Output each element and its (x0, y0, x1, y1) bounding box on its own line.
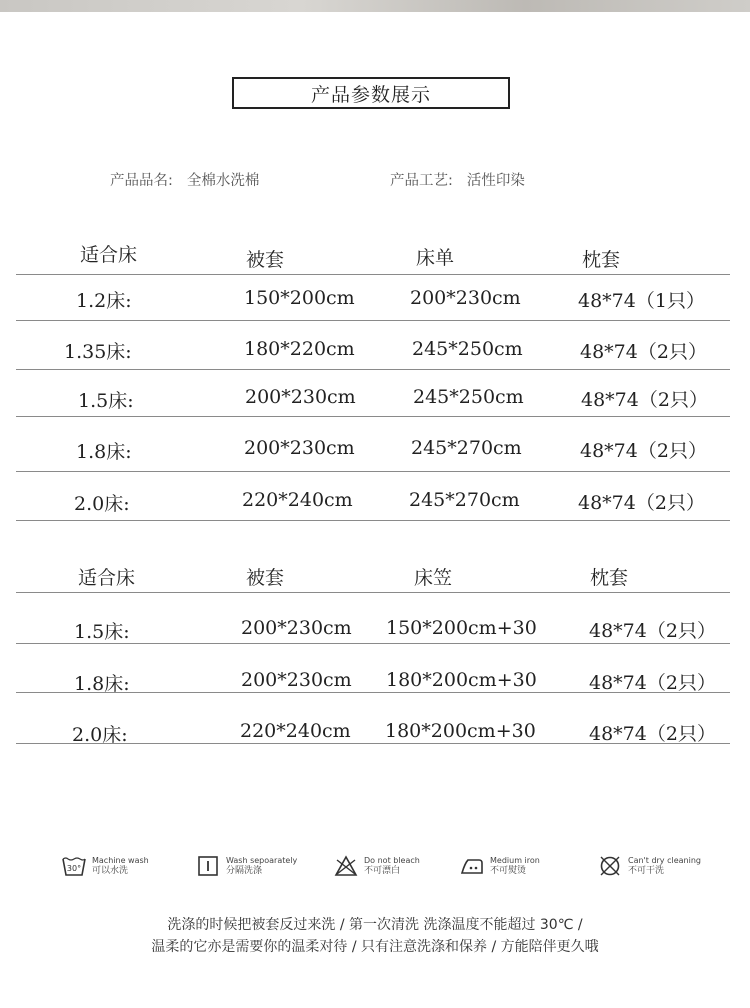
table1-header-sheet: 床单 (416, 247, 455, 269)
table1-row2-bed: 1.35床: (64, 341, 132, 363)
table2-row2-pillowcase: 48*74（2只） (589, 672, 716, 694)
table1-row1-pillowcase: 48*74（1只） (578, 290, 705, 312)
care-no-dry-clean-cn: 不可干洗 (628, 866, 665, 876)
table1-row1-duvet: 150*200cm (244, 287, 355, 309)
table2-row2-duvet: 200*230cm (241, 669, 352, 691)
top-photo-strip (0, 0, 750, 12)
footer-note-line2: 温柔的它亦是需要你的温柔对待 / 只有注意洗涤和保养 / 方能陪伴更久哦 (151, 939, 599, 955)
table1-divider (16, 416, 730, 417)
care-wash-separately-en: Wash sepoarately (226, 856, 298, 865)
page-title: 产品参数展示 (232, 77, 510, 109)
table2-row3-duvet: 220*240cm (240, 720, 351, 742)
table1-row3-sheet: 245*250cm (413, 386, 524, 408)
product-process-value: 活性印染 (466, 173, 525, 189)
table1-row4-sheet: 245*270cm (411, 437, 522, 459)
table1-divider (16, 320, 730, 321)
care-wash-separately (196, 854, 297, 878)
table2-row2-fitted-sheet: 180*200cm+30 (386, 669, 537, 691)
care-medium-iron (460, 854, 540, 878)
table1-row1-bed: 1.2床: (76, 290, 132, 312)
table1-header-pillowcase: 枕套 (582, 249, 621, 271)
table2-row1-duvet: 200*230cm (241, 617, 352, 639)
table2-header-duvet: 被套 (246, 567, 285, 589)
table1-row3-pillowcase: 48*74（2只） (581, 389, 708, 411)
table1-row1-sheet: 200*230cm (410, 287, 521, 309)
table2-divider (16, 592, 730, 593)
table2-header-fitted-sheet: 床笠 (414, 567, 453, 589)
table1-row4-pillowcase: 48*74（2只） (580, 440, 707, 462)
product-name-value: 全棉水洗棉 (186, 173, 260, 189)
machine-wash-30-icon (62, 854, 86, 878)
product-name-info (110, 169, 259, 190)
table1-row5-pillowcase: 48*74（2只） (578, 492, 705, 514)
table1-divider (16, 274, 730, 275)
care-machine-wash-en: Machine wash (92, 856, 149, 865)
table1-row5-sheet: 245*270cm (409, 489, 520, 511)
table1-row3-duvet: 200*230cm (245, 386, 356, 408)
table1-header-duvet: 被套 (246, 249, 285, 271)
do-not-bleach-icon (334, 854, 358, 878)
care-no-bleach-en: Do not bleach (364, 856, 420, 865)
product-process-info (390, 169, 525, 190)
medium-iron-icon (460, 854, 484, 878)
table1-header-bed: 适合床 (80, 244, 138, 266)
table2-row1-bed: 1.5床: (74, 621, 130, 643)
table1-divider (16, 471, 730, 472)
care-no-dry-clean (598, 854, 701, 878)
table1-row4-bed: 1.8床: (76, 441, 132, 463)
table2-row3-fitted-sheet: 180*200cm+30 (385, 720, 536, 742)
table1-divider (16, 520, 730, 521)
table1-row4-duvet: 200*230cm (244, 437, 355, 459)
table2-header-bed: 适合床 (78, 567, 136, 589)
table2-row2-bed: 1.8床: (74, 673, 130, 695)
table2-divider (16, 692, 730, 693)
care-medium-iron-en: Medium iron (490, 856, 540, 865)
care-machine-wash (62, 854, 149, 878)
care-medium-iron-cn: 不可熨烫 (490, 866, 527, 876)
table1-row2-duvet: 180*220cm (244, 338, 355, 360)
table1-row2-pillowcase: 48*74（2只） (580, 341, 707, 363)
care-machine-wash-cn: 可以水洗 (92, 866, 129, 876)
product-name-label: 产品品名: (110, 173, 173, 189)
care-wash-separately-cn: 分隔洗涤 (226, 866, 263, 876)
table2-row3-bed: 2.0床: (72, 724, 128, 746)
table1-row2-sheet: 245*250cm (412, 338, 523, 360)
table2-row1-pillowcase: 48*74（2只） (589, 620, 716, 642)
care-instructions (0, 854, 750, 884)
no-dry-cleaning-icon (598, 854, 622, 878)
table2-row3-pillowcase: 48*74（2只） (589, 723, 716, 745)
table2-divider (16, 643, 730, 644)
machine-wash-temp: 30° (66, 864, 82, 873)
table1-divider (16, 369, 730, 370)
product-process-label: 产品工艺: (390, 173, 453, 189)
footer-note-line1: 洗涤的时候把被套反过来洗 / 第一次清洗 洗涤温度不能超过 30℃ / (167, 917, 583, 933)
care-no-dry-clean-en: Can't dry cleaning (628, 856, 701, 865)
table2-row1-fitted-sheet: 150*200cm+30 (386, 617, 537, 639)
table2-divider (16, 743, 730, 744)
wash-separately-icon (196, 854, 220, 878)
table1-row5-duvet: 220*240cm (242, 489, 353, 511)
care-no-bleach-cn: 不可漂白 (364, 866, 401, 876)
table1-row5-bed: 2.0床: (74, 493, 130, 515)
table1-row3-bed: 1.5床: (78, 390, 134, 412)
care-no-bleach (334, 854, 420, 878)
table2-header-pillowcase: 枕套 (590, 567, 629, 589)
